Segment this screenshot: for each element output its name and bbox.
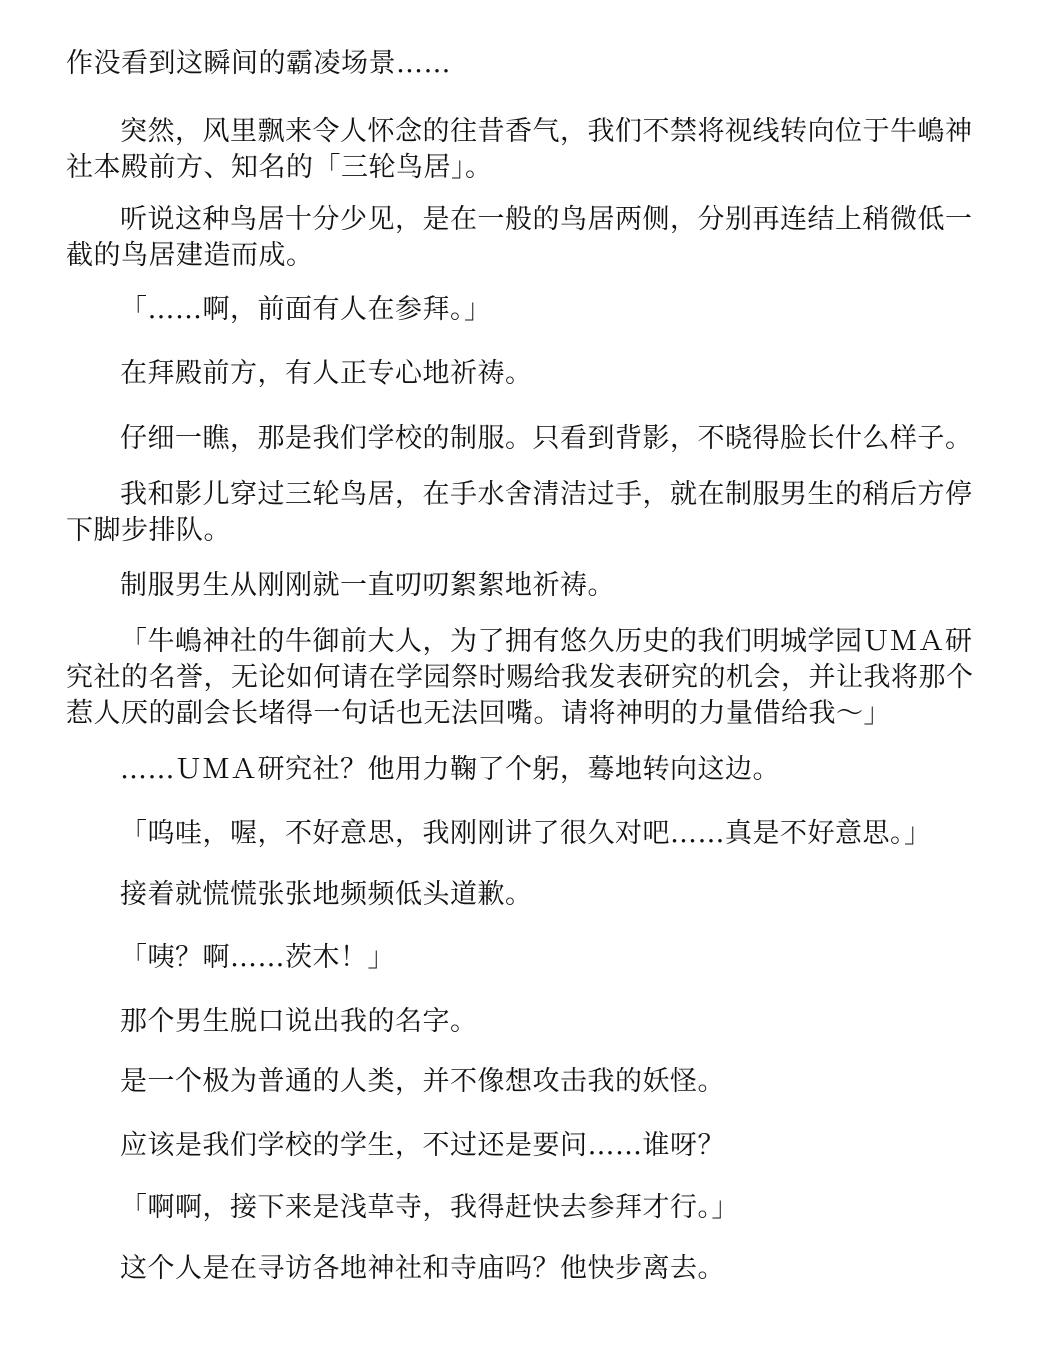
paragraph-16: 应该是我们学校的学生，不过还是要问……谁呀？ [120, 1130, 725, 1161]
paragraph-15: 是一个极为普通的人类，并不像想攻击我的妖怪。 [120, 1066, 725, 1097]
paragraph-11: 「呜哇，喔，不好意思，我刚刚讲了很久对吧……真是不好意思。」 [120, 818, 932, 849]
paragraph-10: ……ＵＭＡ研究社？他用力鞠了个躬，蓦地转向这边。 [120, 754, 780, 785]
paragraph-6: 仔细一瞧，那是我们学校的制服。只看到背影，不晓得脸长什么样子。 [120, 423, 973, 454]
paragraph-2: 突然，风里飘来令人怀念的往昔香气，我们不禁将视线转向位于牛嶋神社本殿前方、知名的「三轮鸟居」。 [66, 116, 973, 183]
paragraph-9: 「牛嶋神社的牛御前大人，为了拥有悠久历史的我们明城学园ＵＭＡ研究社的名誉，无论如何请在学园祭时赐给我发表研究的机会，并让我将那个惹人厌的副会长堵得一句话也无法回嘴。请将神明的力量借给我～」 [66, 626, 974, 729]
paragraph-12: 接着就慌慌张张地频频低头道歉。 [120, 879, 533, 910]
paragraph-4: 「……啊，前面有人在参拜。」 [120, 294, 492, 325]
paragraph-8: 制服男生从刚刚就一直叨叨絮絮地祈祷。 [120, 570, 615, 601]
paragraph-1: 作没看到这瞬间的霸凌场景…… [66, 48, 451, 79]
paragraph-5: 在拜殿前方，有人正专心地祈祷。 [120, 358, 533, 389]
paragraph-18: 这个人是在寻访各地神社和寺庙吗？他快步离去。 [120, 1253, 725, 1284]
paragraph-17: 「啊啊，接下来是浅草寺，我得赶快去参拜才行。」 [120, 1192, 739, 1223]
paragraph-14: 那个男生脱口说出我的名字。 [120, 1006, 478, 1037]
paragraph-13: 「咦？啊……茨木！」 [120, 942, 395, 973]
paragraph-7: 我和影儿穿过三轮鸟居，在手水舍清洁过手，就在制服男生的稍后方停下脚步排队。 [66, 479, 973, 546]
paragraph-3: 听说这种鸟居十分少见，是在一般的鸟居两侧，分别再连结上稍微低一截的鸟居建造而成。 [66, 204, 973, 271]
